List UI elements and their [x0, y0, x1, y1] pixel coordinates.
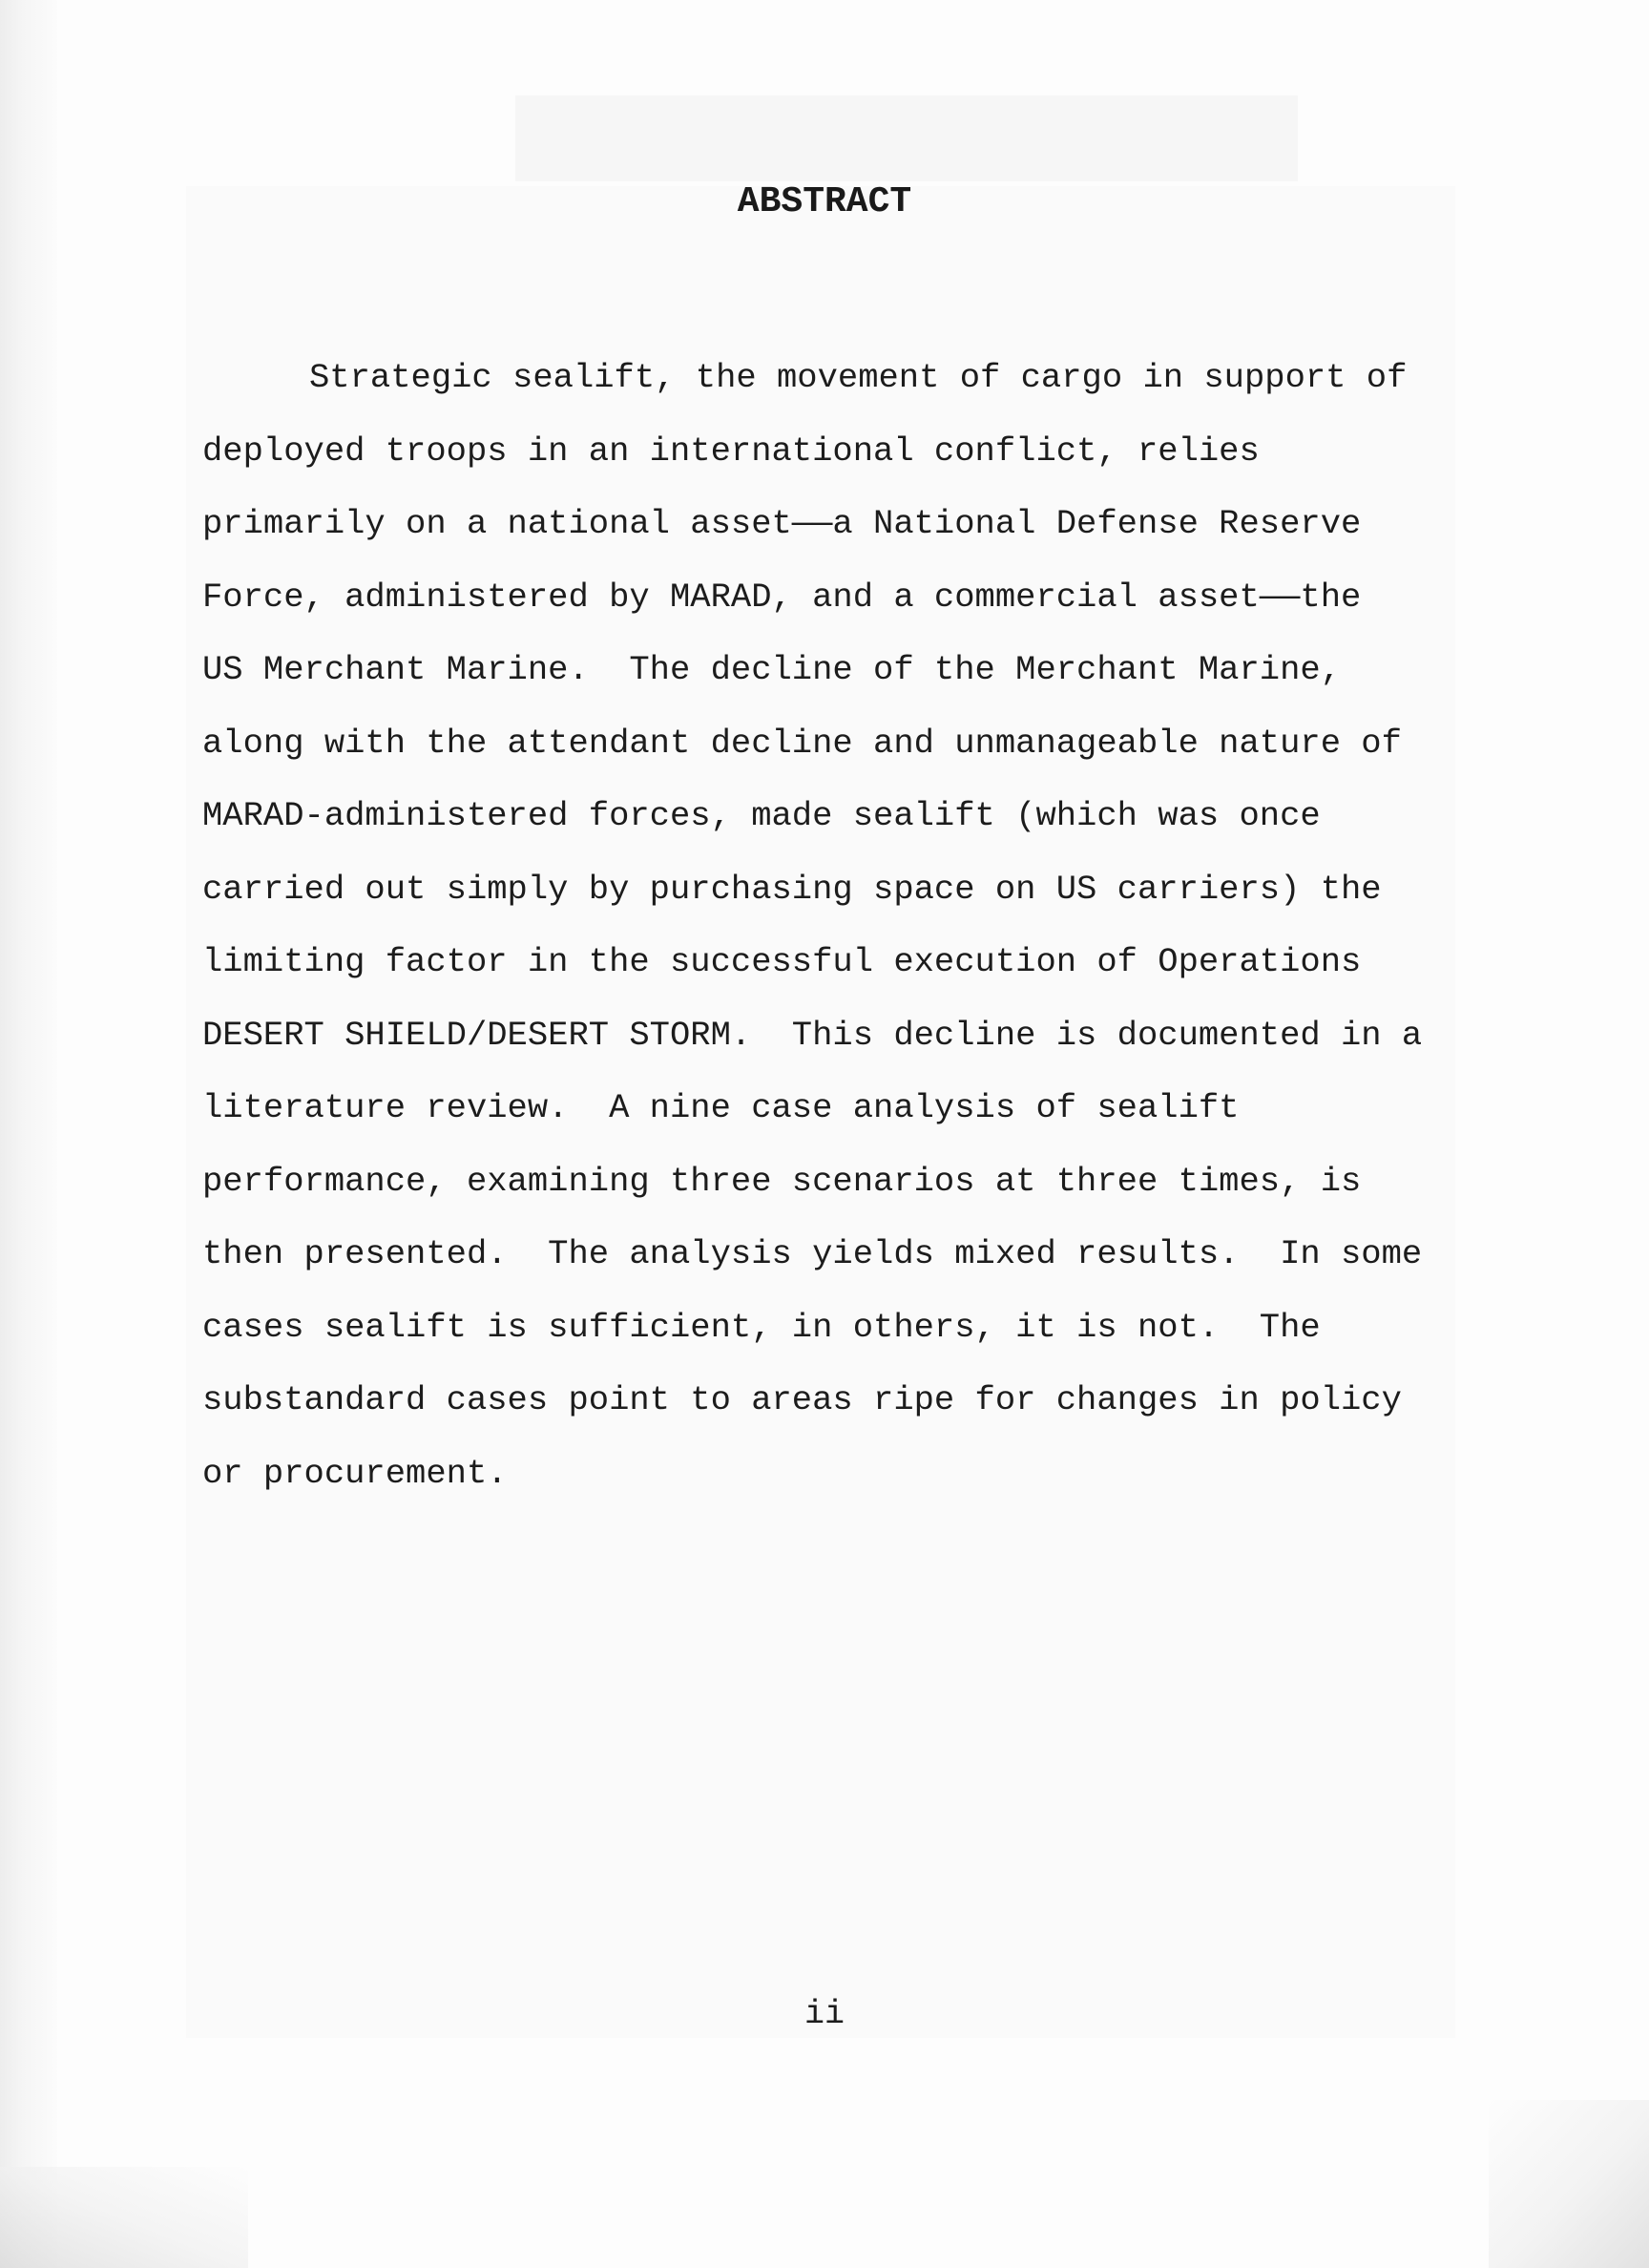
scan-smudge-bottom-right — [1489, 2100, 1649, 2268]
scan-smudge-bottom-left — [0, 2167, 248, 2268]
paragraph-line: DESERT SHIELD/DESERT STORM. This decline is documented in a — [202, 1015, 1423, 1055]
paragraph-line: US Merchant Marine. The decline of the Merchant Marine, — [202, 650, 1341, 689]
paragraph-line: performance, examining three scenarios at three times, is — [202, 1161, 1362, 1201]
scan-edge-shadow — [0, 0, 57, 2268]
paragraph-line: literature review. A nine case analysis of sealift — [202, 1088, 1240, 1127]
paragraph-line: primarily on a national asset——a National Defense Reserve — [202, 504, 1362, 543]
abstract-heading: ABSTRACT — [737, 181, 912, 222]
paragraph-line: substandard cases point to areas ripe for changes in policy — [202, 1380, 1402, 1419]
abstract-paragraph — [202, 342, 1481, 1510]
paragraph-line: then presented. The analysis yields mixed results. In some — [202, 1234, 1423, 1273]
scan-artifact-band — [515, 95, 1298, 181]
paragraph-line: along with the attendant decline and unmanageable nature of — [202, 723, 1402, 763]
paragraph-line: limiting factor in the successful execution of Operations — [202, 942, 1362, 981]
paragraph-line: cases sealift is sufficient, in others, it is not. The — [202, 1307, 1321, 1347]
paragraph-line: deployed troops in an international conflict, relies — [202, 430, 1260, 471]
paragraph-line: Force, administered by MARAD, and a commercial asset——the — [202, 577, 1362, 617]
paragraph-line: Strategic sealift, the movement of cargo in support of — [309, 358, 1408, 397]
paragraph-line: or procurement. — [202, 1453, 508, 1493]
paragraph-line: carried out simply by purchasing space on US carriers) the — [202, 869, 1382, 909]
paragraph-line: MARAD-administered forces, made sealift (which was once — [202, 796, 1321, 835]
page-number: ii — [804, 1995, 845, 2033]
